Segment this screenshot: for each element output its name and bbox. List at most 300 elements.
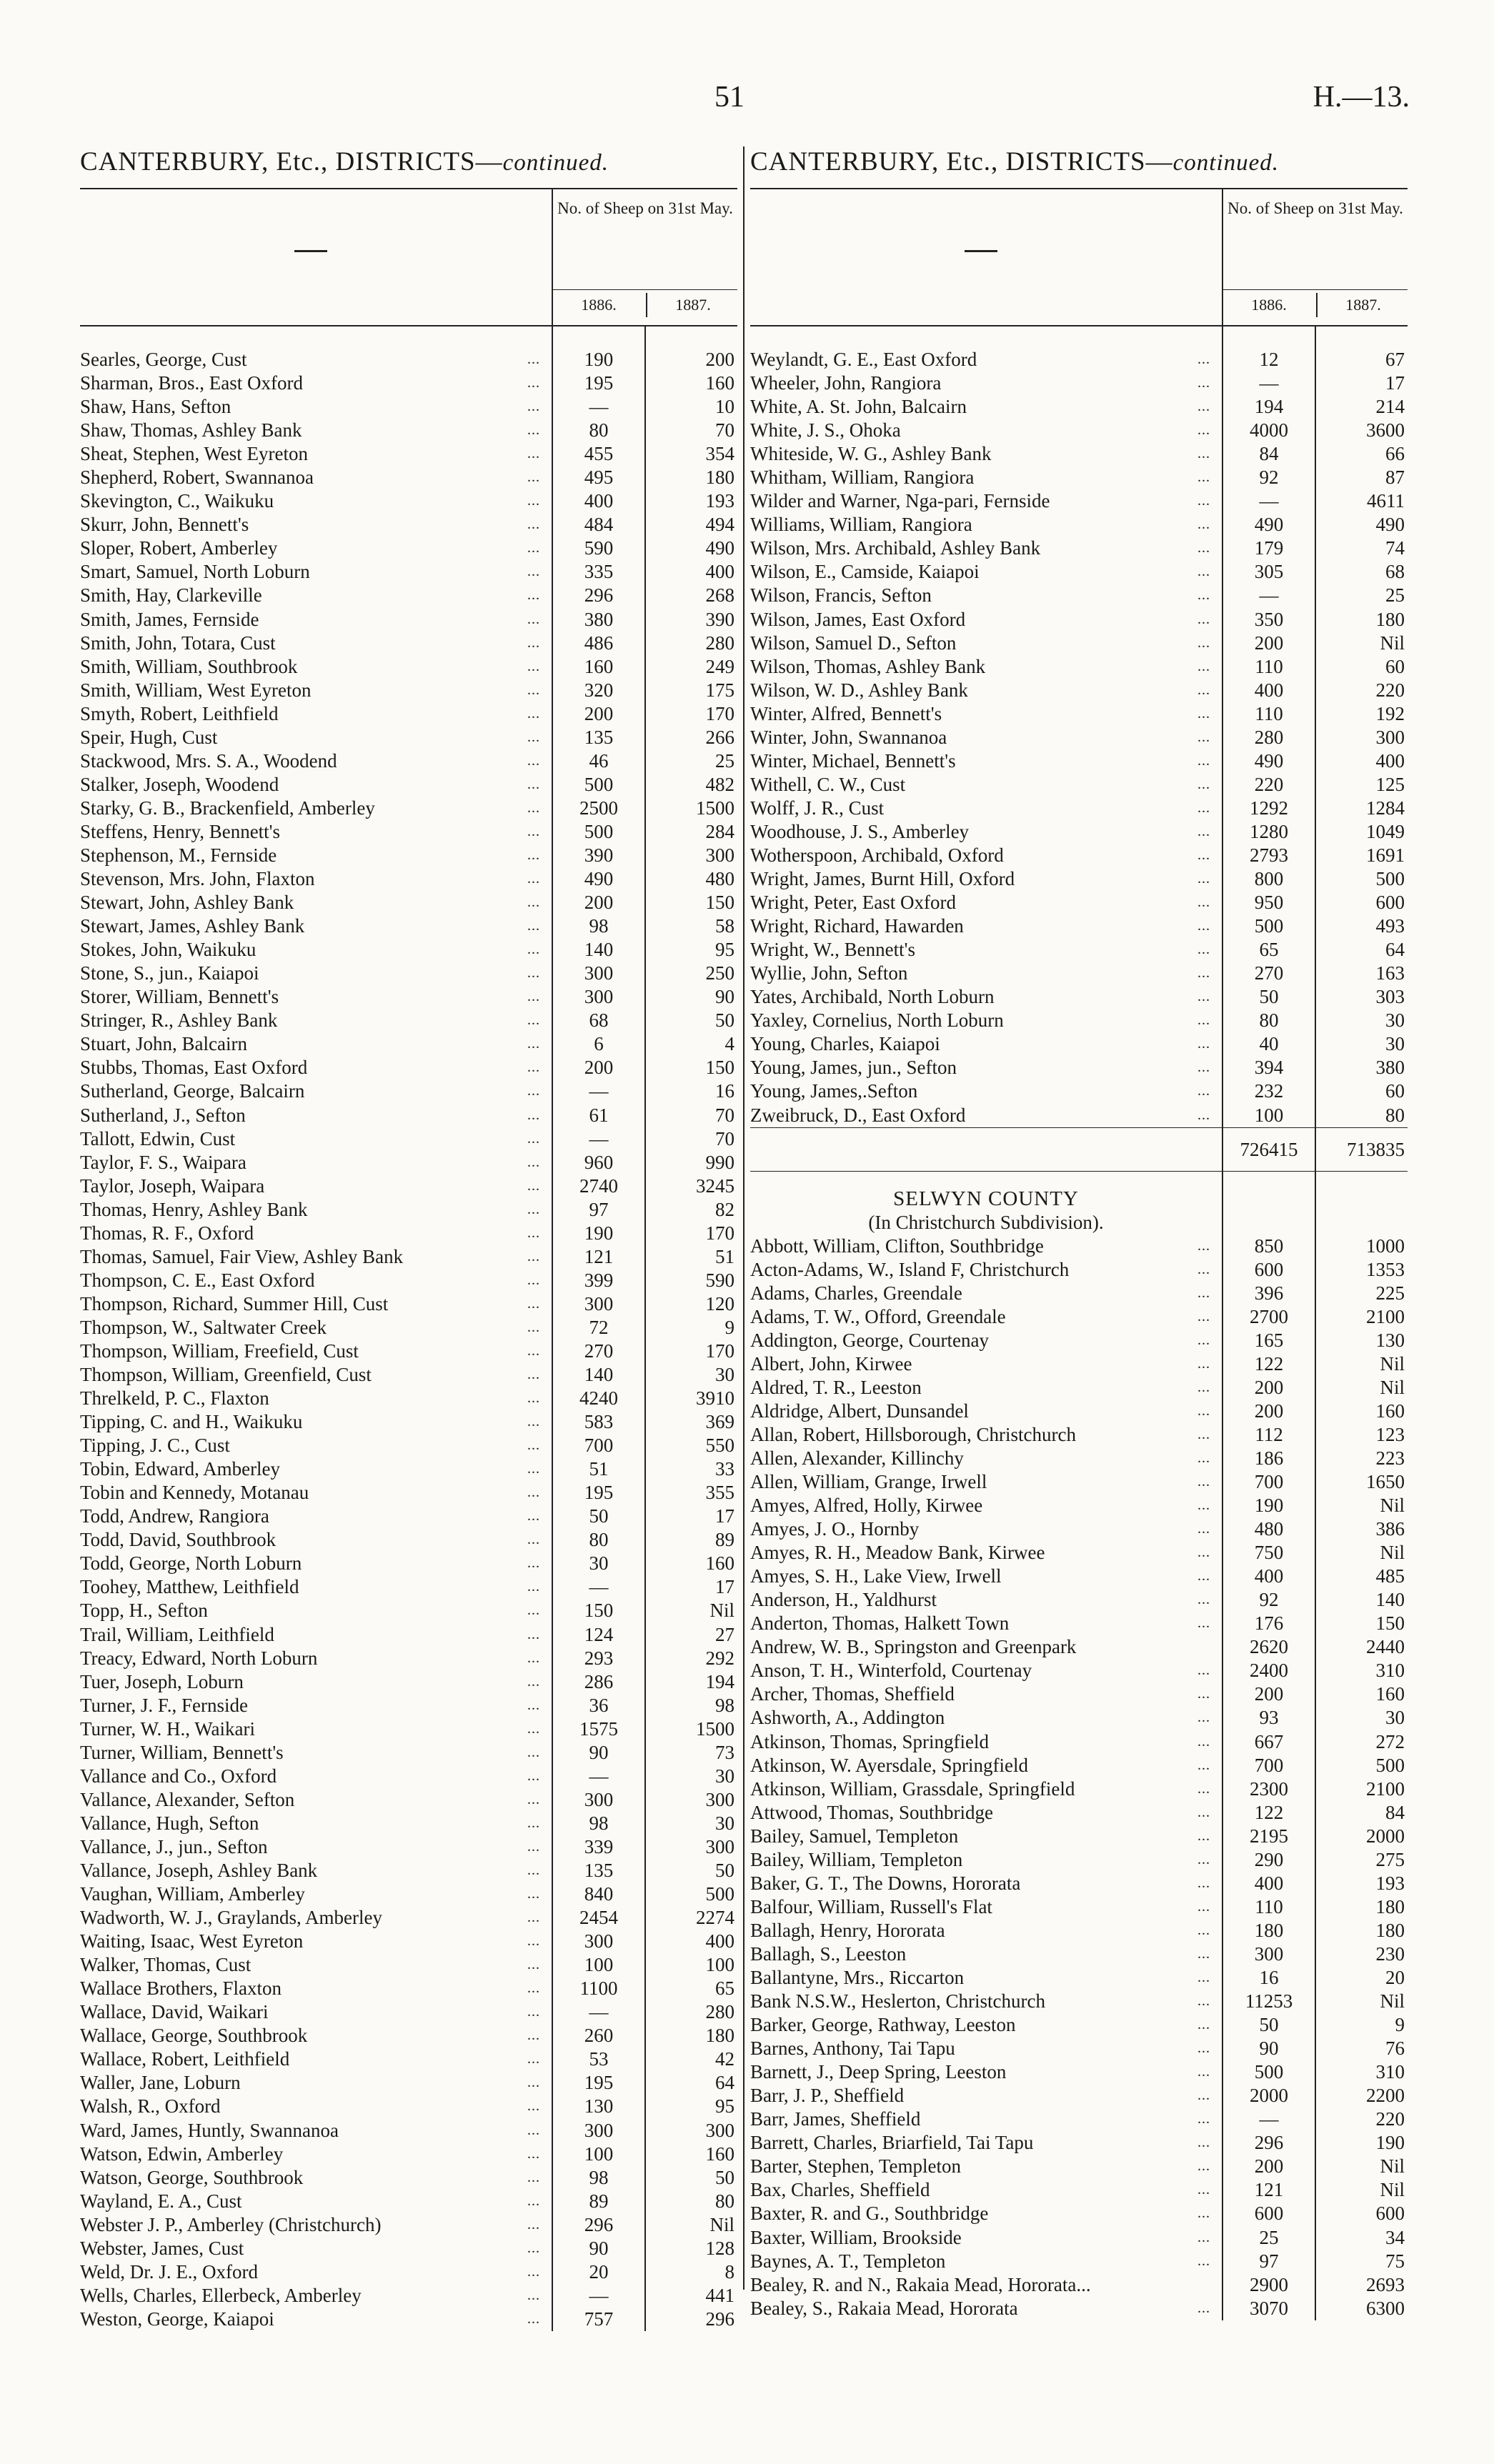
leader-dots: ...	[1197, 1402, 1210, 1419]
sheep-1886: 400	[584, 490, 614, 512]
holder-name: Smart, Samuel, North Loburn	[80, 561, 310, 583]
table-row	[80, 1434, 737, 1457]
leader-dots: ...	[527, 351, 540, 367]
holder-name: Winter, Alfred, Bennett's	[750, 702, 942, 724]
sheep-1886: 583	[584, 1411, 614, 1433]
sheep-1887: 50	[715, 2166, 734, 2188]
sheep-1886: 270	[584, 1340, 614, 1362]
leader-dots: ...	[1197, 1237, 1210, 1254]
table-row	[750, 2250, 1408, 2273]
leader-dots: ...	[1197, 634, 1210, 651]
table-row	[750, 867, 1408, 891]
sheep-1887: 34	[1385, 2226, 1405, 2248]
holder-name: Wilson, Samuel D., Sefton	[750, 632, 957, 654]
sheep-1886: 190	[584, 1222, 614, 1244]
sheep-1886: 165	[1254, 1329, 1284, 1351]
sheep-1887: 3910	[696, 1387, 734, 1410]
leader-dots: ...	[527, 1224, 540, 1241]
holder-name: Topp, H., Sefton	[80, 1600, 208, 1622]
sheep-1886: 286	[584, 1670, 614, 1692]
holder-name: Thompson, William, Greenfield, Cust	[80, 1364, 372, 1386]
table-row	[80, 1410, 737, 1434]
table-row	[750, 1659, 1408, 1682]
sheep-1886: 80	[589, 419, 609, 442]
holder-name: Searles, George, Cust	[80, 349, 247, 370]
sheep-1887: 163	[1375, 962, 1405, 984]
table-row	[750, 820, 1408, 844]
table-row	[80, 2237, 737, 2260]
sheep-1887: 30	[1385, 1009, 1405, 1032]
sheep-1887: 194	[705, 1670, 734, 1692]
holder-name: Barnes, Anthony, Tai Tapu	[750, 2037, 955, 2060]
holder-name: Wilson, E., Camside, Kaiapoi	[750, 561, 980, 583]
sheep-1887: 170	[705, 702, 734, 724]
sheep-1886: 350	[1254, 608, 1284, 630]
table-row	[750, 2273, 1408, 2297]
table-row	[750, 1706, 1408, 1730]
leader-dots: ...	[1197, 1945, 1210, 1962]
sheep-1887: 355	[705, 1482, 734, 1504]
leader-dots: ...	[527, 989, 540, 1005]
sheep-1886: —	[589, 1765, 609, 1787]
holder-name: Sheat, Stephen, West Eyreton	[80, 443, 309, 465]
sheep-1887: 275	[1375, 1848, 1405, 1870]
sheep-1887: 1500	[696, 797, 734, 819]
holder-name: Sutherland, George, Balcairn	[80, 1080, 305, 1102]
sheep-1887: 550	[705, 1435, 734, 1457]
sheep-1886: 100	[1254, 1104, 1284, 1126]
sheep-1886: 124	[584, 1623, 614, 1645]
leader-dots: ...	[1197, 2135, 1210, 2151]
leader-dots: ...	[527, 1461, 540, 1477]
sheep-1887: Nil	[1380, 2155, 1405, 2178]
leader-dots: ...	[1197, 1474, 1210, 1490]
sheep-1886: 2700	[1250, 1305, 1288, 1327]
holder-name: Vallance and Co., Oxford	[80, 1765, 277, 1787]
leader-dots: ...	[1197, 2205, 1210, 2222]
sheep-1886: 850	[1254, 1235, 1284, 1257]
sheep-1886: 190	[1254, 1495, 1284, 1517]
sheep-1886: 200	[584, 702, 614, 724]
holder-name: Wallace, David, Waikari	[80, 2001, 269, 2023]
leader-dots: ...	[527, 1791, 540, 1807]
leader-dots: ...	[527, 705, 540, 722]
table-row	[750, 513, 1408, 537]
holder-name: Allen, William, Grange, Irwell	[750, 1471, 987, 1493]
holder-name: Anson, T. H., Winterfold, Courtenay	[750, 1660, 1032, 1682]
holder-name: Tipping, C. and H., Waikuku	[80, 1411, 303, 1433]
sheep-1887: Nil	[1380, 1542, 1405, 1564]
leader-dots: ...	[527, 871, 540, 887]
sheep-1886: 300	[584, 1292, 614, 1315]
sheep-1886: 65	[1259, 939, 1279, 961]
holder-name: Steffens, Henry, Bennett's	[80, 820, 281, 842]
table-row	[750, 891, 1408, 914]
sheep-1886: 130	[584, 2095, 614, 2118]
right-rows-selwyn	[750, 1235, 1408, 2320]
sheep-1886: 400	[1254, 679, 1284, 701]
sheep-1887: Nil	[709, 2213, 734, 2235]
sheep-1886: 296	[1254, 2132, 1284, 2154]
leader-dots: ...	[527, 1980, 540, 1997]
sheep-1886: 6	[594, 1033, 604, 1055]
sheep-1886: 260	[584, 2025, 614, 2047]
sheep-1886: 110	[1255, 655, 1283, 677]
leader-dots: ...	[1197, 517, 1210, 533]
holder-name: Woodhouse, J. S., Amberley	[750, 820, 970, 842]
sheep-1886: 390	[584, 844, 614, 866]
sheep-1887: 98	[715, 1694, 734, 1716]
leader-dots: ...	[527, 1177, 540, 1194]
sheep-1887: 303	[1375, 986, 1405, 1008]
sheep-1886: 2500	[579, 797, 618, 819]
table-row	[80, 632, 737, 655]
sheep-1886: 335	[584, 561, 614, 583]
table-row	[750, 1848, 1408, 1872]
holder-name: Webster J. P., Amberley (Christchurch)	[80, 2213, 382, 2235]
leader-dots: ...	[527, 1130, 540, 1147]
table-row	[750, 2037, 1408, 2060]
leader-dots: ...	[1197, 1898, 1210, 1915]
sheep-1886: 394	[1254, 1057, 1284, 1079]
sheep-1887: 160	[705, 2143, 734, 2165]
holder-name: Amyes, S. H., Lake View, Irwell	[750, 1565, 1002, 1587]
sheep-1887: 125	[1375, 773, 1405, 795]
holder-name: Barr, J. P., Sheffield	[750, 2085, 905, 2107]
table-row	[750, 584, 1408, 607]
sheep-1887: 2100	[1366, 1305, 1405, 1327]
table-row	[750, 938, 1408, 962]
sheep-1887: 160	[1375, 1400, 1405, 1422]
sheep-1886: 4000	[1250, 419, 1288, 442]
table-row	[750, 1777, 1408, 1801]
holder-name: Trail, William, Leithfield	[80, 1623, 274, 1645]
sheep-1887: 441	[705, 2284, 734, 2306]
left-table-header	[80, 188, 737, 326]
table-row	[80, 1505, 737, 1528]
sheep-1886: 280	[1254, 726, 1284, 748]
total-1886: 726415	[1240, 1138, 1298, 1160]
table-row	[750, 608, 1408, 632]
holder-name: Skevington, C., Waikuku	[80, 490, 274, 512]
sheep-1887: 590	[705, 1269, 734, 1291]
sheep-1887: 73	[715, 1741, 734, 1763]
right-column	[750, 146, 1408, 2320]
leader-dots: ...	[1197, 1036, 1210, 1052]
table-row	[750, 1056, 1408, 1079]
sheep-1887: 2274	[696, 1907, 734, 1929]
table-row	[80, 1316, 737, 1340]
leader-dots: ...	[527, 1886, 540, 1902]
leader-dots: ...	[1197, 1261, 1210, 1277]
sheep-1887: Nil	[1380, 632, 1405, 654]
table-row	[80, 702, 737, 726]
holder-name: Stalker, Joseph, Woodend	[80, 773, 279, 795]
sheep-1887: 27	[715, 1623, 734, 1645]
holder-name: Sharman, Bros., East Oxford	[80, 372, 303, 394]
leader-dots: ...	[527, 1910, 540, 1926]
right-header-dash	[965, 250, 997, 252]
table-row	[80, 1788, 737, 1812]
sheep-1887: 990	[705, 1151, 734, 1173]
holder-name: Smith, James, Fernside	[80, 608, 259, 630]
table-row	[80, 2143, 737, 2166]
sheep-1887: 42	[715, 2048, 734, 2070]
sheep-1887: 2693	[1366, 2273, 1405, 2295]
sheep-1886: 2000	[1250, 2085, 1288, 2107]
leader-dots: ...	[527, 2098, 540, 2115]
sheep-1886: 750	[1254, 1542, 1284, 1564]
sheep-1887: 193	[705, 490, 734, 512]
sheep-1886: 11253	[1245, 1990, 1293, 2012]
table-row	[750, 1470, 1408, 1494]
leader-dots: ...	[527, 2122, 540, 2138]
sheep-1886: 90	[589, 1741, 609, 1763]
holder-name: Baxter, R. and G., Southbridge	[750, 2203, 989, 2225]
left-title-text: CANTERBURY, Etc., DISTRICTS—	[80, 147, 503, 176]
holder-name: Watson, George, Southbrook	[80, 2166, 304, 2188]
sheep-1886: 800	[1254, 868, 1284, 890]
right-rows-canterbury	[750, 348, 1408, 1127]
sheep-1887: 386	[1375, 1518, 1405, 1540]
sheep-1887: 214	[1375, 396, 1405, 418]
sheep-1886: 121	[1254, 2179, 1284, 2201]
holder-name: Winter, John, Swannanoa	[750, 726, 947, 748]
table-row	[80, 1387, 737, 1410]
holder-name: Tallott, Edwin, Cust	[80, 1127, 236, 1149]
table-rule	[1222, 326, 1223, 2320]
sheep-1886: 600	[1254, 2203, 1284, 2225]
leader-dots: ...	[1197, 1804, 1210, 1820]
holder-name: Speir, Hugh, Cust	[80, 726, 218, 748]
sheep-1886: 2793	[1250, 844, 1288, 866]
leader-dots: ...	[527, 965, 540, 982]
sheep-1887: 82	[715, 1198, 734, 1220]
sheep-1886: 51	[589, 1458, 609, 1480]
table-row	[750, 1032, 1408, 1056]
table-rule	[552, 326, 553, 2331]
table-row	[80, 489, 737, 513]
table-row	[80, 1670, 737, 1694]
sheep-1887: 268	[705, 584, 734, 607]
sheep-1887: Nil	[1380, 1352, 1405, 1375]
sheep-1886: 97	[589, 1198, 609, 1220]
sheep-1887: 300	[705, 1788, 734, 1810]
sheep-1886: 112	[1255, 1423, 1283, 1445]
leader-dots: ...	[1197, 1012, 1210, 1029]
table-row	[750, 2131, 1408, 2155]
leader-dots: ...	[527, 1744, 540, 1760]
sheep-1887: 6300	[1366, 2297, 1405, 2319]
table-row	[80, 1977, 737, 2000]
holder-name: Stringer, R., Ashley Bank	[80, 1009, 278, 1032]
leader-dots: ...	[527, 540, 540, 557]
leader-dots: ...	[527, 2287, 540, 2303]
table-row	[750, 1541, 1408, 1565]
holder-name: Weylandt, G. E., East Oxford	[750, 349, 977, 370]
sheep-1887: 390	[705, 608, 734, 630]
holder-name: Toohey, Matthew, Leithfield	[80, 1576, 299, 1598]
holder-name: Barnett, J., Deep Spring, Leeston	[750, 2061, 1007, 2083]
sheep-1886: 300	[584, 1930, 614, 1952]
leader-dots: ...	[527, 634, 540, 651]
leader-dots: ...	[527, 823, 540, 839]
holder-name: Stewart, James, Ashley Bank	[80, 915, 305, 937]
sheep-1887: 284	[705, 820, 734, 842]
table-row	[80, 395, 737, 419]
leader-dots: ...	[1197, 823, 1210, 839]
holder-name: Ballagh, S., Leeston	[750, 1942, 907, 1965]
sheep-1887: 150	[705, 892, 734, 914]
holder-name: Weld, Dr. J. E., Oxford	[80, 2260, 259, 2283]
sheep-1886: 840	[584, 1883, 614, 1905]
table-row	[80, 1198, 737, 1222]
left-header-dash	[294, 250, 327, 252]
holder-name: Barrett, Charles, Briarfield, Tai Tapu	[750, 2132, 1034, 2154]
table-row	[750, 2226, 1408, 2250]
right-table-header	[750, 188, 1408, 326]
leader-dots: ...	[527, 493, 540, 509]
sheep-1886: —	[1259, 490, 1279, 512]
leader-dots: ...	[1197, 564, 1210, 580]
holder-name: Stewart, John, Ashley Bank	[80, 892, 294, 914]
sheep-1887: 500	[1375, 1754, 1405, 1776]
page-number: 51	[714, 81, 744, 114]
sheep-1886: 700	[1254, 1471, 1284, 1493]
sheep-1887: 280	[705, 632, 734, 654]
leader-dots: ...	[1197, 2229, 1210, 2245]
leader-dots: ...	[527, 1555, 540, 1572]
leader-dots: ...	[1197, 871, 1210, 887]
sheep-1886: 480	[1254, 1518, 1284, 1540]
holder-name: Wheeler, John, Rangiora	[750, 372, 942, 394]
holder-name: Bealey, S., Rakaia Mead, Hororata	[750, 2297, 1018, 2319]
leader-dots: ...	[1197, 2182, 1210, 2198]
sheep-1886: 61	[589, 1104, 609, 1126]
sheep-1886: 700	[584, 1435, 614, 1457]
sheep-1886: 290	[1254, 1848, 1284, 1870]
holder-name: Bank N.S.W., Heslerton, Christchurch	[750, 1990, 1045, 2012]
holder-name: Thompson, William, Freefield, Cust	[80, 1340, 359, 1362]
table-row	[80, 1009, 737, 1032]
sheep-1886: 2740	[579, 1174, 618, 1197]
sheep-1886: 80	[1259, 1009, 1279, 1032]
sheep-1887: 170	[705, 1340, 734, 1362]
holder-name: Tobin and Kennedy, Motanau	[80, 1482, 309, 1504]
table-row	[750, 844, 1408, 867]
sheep-1886: 486	[584, 632, 614, 654]
sheep-1887: 95	[715, 2095, 734, 2118]
sheep-1886: 2300	[1250, 1777, 1288, 1800]
sheep-1887: 30	[1385, 1707, 1405, 1729]
table-row	[750, 655, 1408, 679]
sheep-1886: —	[1259, 372, 1279, 394]
sheep-1886: 500	[1254, 2061, 1284, 2083]
leader-dots: ...	[1197, 729, 1210, 745]
sheep-1886: 25	[1259, 2226, 1279, 2248]
leader-dots: ...	[1197, 1450, 1210, 1466]
holder-name: Storer, William, Bennett's	[80, 986, 279, 1008]
holder-name: Taylor, Joseph, Waipara	[80, 1174, 265, 1197]
sheep-1887: 9	[1395, 2014, 1405, 2036]
table-row	[80, 2047, 737, 2071]
sheep-1886: 320	[584, 679, 614, 701]
sheep-1887: 89	[715, 1529, 734, 1551]
table-row	[750, 1730, 1408, 1754]
leader-dots: ...	[527, 1036, 540, 1052]
sheep-1886: 121	[584, 1245, 614, 1267]
holder-name: Winter, Michael, Bennett's	[750, 749, 956, 772]
sheep-1887: 84	[1385, 1801, 1405, 1823]
sheep-1886: 176	[1254, 1612, 1284, 1635]
leader-dots: ...	[527, 1414, 540, 1430]
holder-name: Tobin, Edward, Amberley	[80, 1458, 281, 1480]
sheep-1886: 700	[1254, 1754, 1284, 1776]
sheep-1886: 100	[584, 2143, 614, 2165]
leader-dots: ...	[1197, 1355, 1210, 1372]
leader-dots: ...	[527, 847, 540, 863]
leader-dots: ...	[1197, 1521, 1210, 1537]
sheep-1887: 160	[1375, 1683, 1405, 1705]
sheep-1886: 80	[589, 1529, 609, 1551]
sheep-1887: 1284	[1366, 797, 1405, 819]
holder-name: Amyes, R. H., Meadow Bank, Kirwee	[750, 1542, 1045, 1564]
holder-name: Stokes, John, Waikuku	[80, 939, 257, 961]
sheep-1886: 135	[584, 726, 614, 748]
holder-name: Wyllie, John, Sefton	[750, 962, 908, 984]
table-row	[80, 1528, 737, 1552]
sheep-1886: 380	[584, 608, 614, 630]
holder-name: Turner, J. F., Fernside	[80, 1694, 249, 1716]
table-row	[750, 1825, 1408, 1848]
right-title-continued: continued.	[1172, 150, 1280, 176]
sheep-1886: 186	[1254, 1447, 1284, 1469]
sheep-1886: 100	[584, 1954, 614, 1976]
sheep-1886: 2195	[1250, 1825, 1288, 1847]
table-row	[750, 419, 1408, 442]
holder-name: Todd, David, Southbrook	[80, 1529, 277, 1551]
sheep-1887: 175	[705, 679, 734, 701]
holder-name: Wilson, Thomas, Ashley Bank	[750, 655, 986, 677]
sheep-1886: 270	[1254, 962, 1284, 984]
leader-dots: ...	[527, 1059, 540, 1076]
sheep-1887: 369	[705, 1411, 734, 1433]
sheep-1887: 70	[715, 1127, 734, 1149]
leader-dots: ...	[527, 1508, 540, 1525]
table-row	[80, 2000, 737, 2024]
sheep-1887: 600	[1375, 2203, 1405, 2225]
sheep-1886: —	[1259, 584, 1279, 607]
table-row	[750, 2178, 1408, 2202]
holder-name: Yates, Archibald, North Loburn	[750, 986, 995, 1008]
sheep-1886: 195	[584, 2072, 614, 2094]
holder-name: Archer, Thomas, Sheffield	[750, 1683, 955, 1705]
sheep-1887: 400	[1375, 749, 1405, 772]
holder-name: Watson, Edwin, Amberley	[80, 2143, 284, 2165]
sheep-1886: 339	[584, 1835, 614, 1857]
sheep-1887: 33	[715, 1458, 734, 1480]
leader-dots: ...	[1197, 894, 1210, 911]
holder-name: Allen, Alexander, Killinchy	[750, 1447, 964, 1469]
table-row	[80, 797, 737, 820]
right-title-text: CANTERBURY, Etc., DISTRICTS—	[750, 147, 1173, 176]
leader-dots: ...	[1197, 942, 1210, 958]
sheep-1887: 8	[724, 2260, 734, 2283]
sheep-1886: 300	[584, 962, 614, 984]
holder-name: Thompson, W., Saltwater Creek	[80, 1316, 327, 1338]
sheep-1886: —	[589, 2284, 609, 2306]
leader-dots: ...	[527, 1342, 540, 1359]
